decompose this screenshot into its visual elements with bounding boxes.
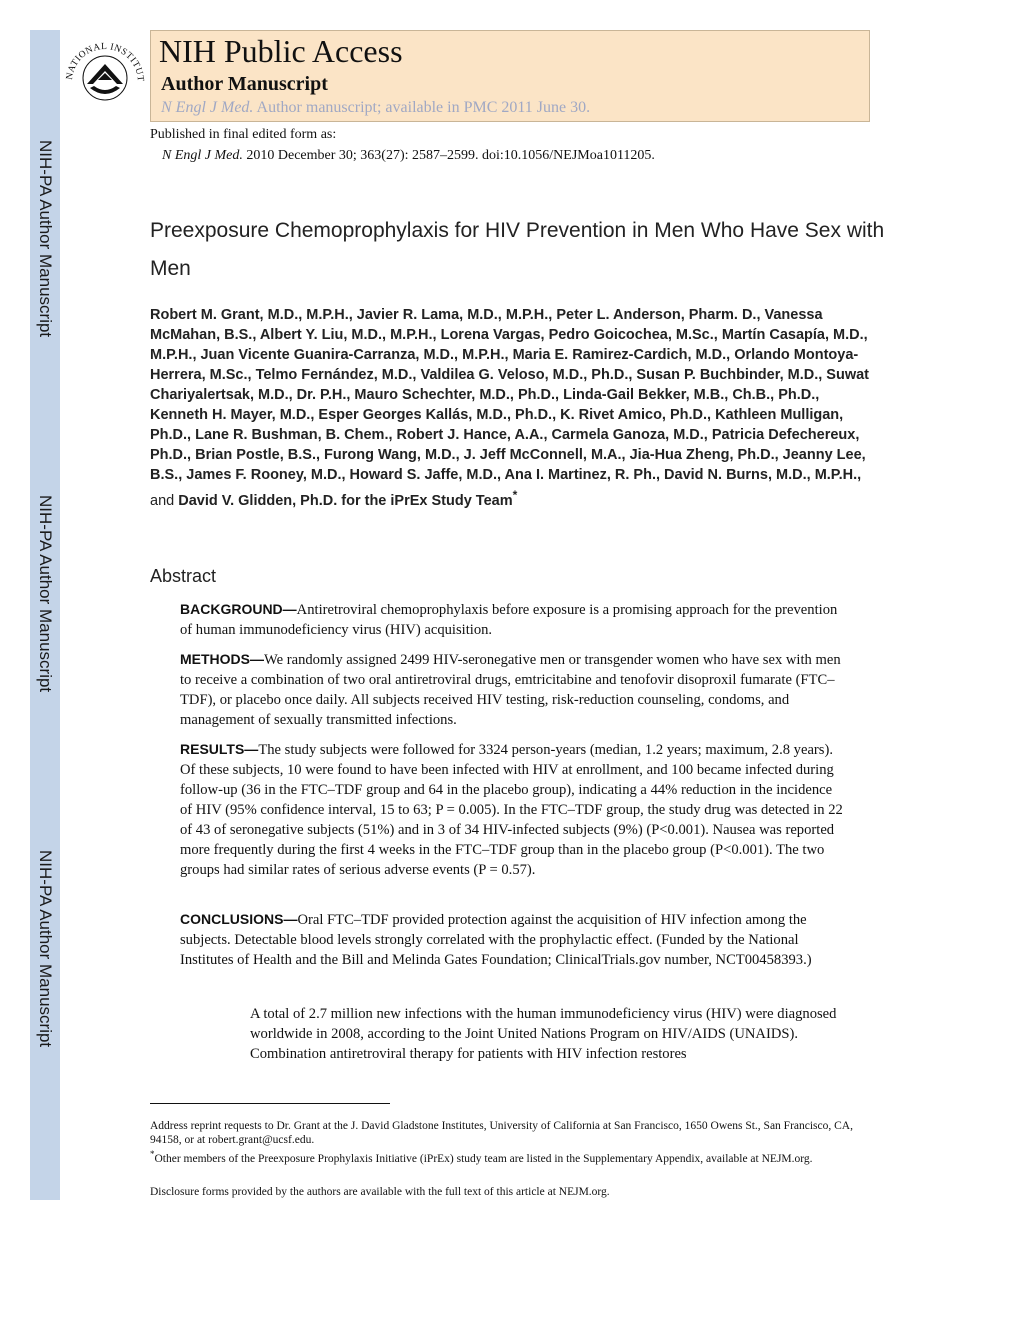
abstract-heading: Abstract [150, 566, 217, 586]
title-box [150, 30, 870, 122]
footnote-divider [150, 1103, 390, 1104]
nih-logo [60, 30, 150, 122]
nih-logo-icon [60, 30, 150, 122]
body-paragraph: A total of 2.7 million new infections with the human immunodeficiency virus (HIV) were diagnosed worldwide in 2008, according to the Joint United Nations Program on HIV/AIDS (UNAIDS). Combination antiretroviral therapy for patients with HIV infection restores [250, 1006, 837, 1062]
footnote-disclosure: Disclosure forms provided by the authors are available with the full text of this article at NEJM.org. [150, 1186, 610, 1198]
published-label: Published in final edited form as: [150, 127, 337, 142]
nih-public-access-title: NIH Public Access [159, 33, 403, 69]
availability-line: N Engl J Med. Author manuscript; available in PMC 2011 June 30. [161, 99, 591, 116]
footnote-reprint: Address reprint requests to Dr. Grant at the J. David Gladstone Institutes, University of California at San Francisco, 1650 Owens St., San Francisco, CA, 94158, or at robert.grant@ucsf.edu. [150, 1120, 853, 1146]
abstract-background: BACKGROUND—Antiretroviral chemoprophylaxis before exposure is a promising approach for the prevention of human immunodeficiency virus (HIV) acquisition. [180, 601, 838, 638]
abstract-methods: METHODS—We randomly assigned 2499 HIV-seronegative men or transgender women who have sex with men to receive a combination of two oral antiretroviral drugs, emtricitabine and tenofovir disoproxil fumarate (FTC–TDF), or placebo once daily. All subjects received HIV testing, risk-reduction counseling, condoms, and management of sexually transmitted infections. [180, 651, 841, 728]
article-title: Preexposure Chemoprophylaxis for HIV Prevention in Men Who Have Sex with Men [150, 219, 885, 280]
citation-line: N Engl J Med. 2010 December 30; 363(27): 2587–2599. doi:10.1056/NEJMoa1011205. [162, 148, 655, 163]
author-manuscript-label: Author Manuscript [161, 73, 328, 95]
sidebar-label: NIH-PA Author Manuscript [36, 495, 55, 693]
author-list: Robert M. Grant, M.D., M.P.H., Javier R. Lama, M.D., M.P.H., Peter L. Anderson, Pharm. D., Vanessa McMahan, B.S., Albert Y. Liu, M.D., M.P.H., Lorena Vargas, Pedro Goicochea, M.Sc., Martín Casapía, M.D., M.P.H., Juan Vicente Guanira-Carranza, M.D., M.P.H., Maria E. Ramirez-Cardich, M.D., Orlando Montoya-Herrera, M.Sc., Telmo Fernández, M.D., Valdilea G. Veloso, M.D., Ph.D., Susan P. Buchbinder, M.D., Suwat Chariyalertsak, M.D., Dr. P.H., Mauro Schechter, M.D., Ph.D., Linda-Gail Bekker, M.B., Ch.B., Ph.D., Kenneth H. Mayer, M.D., Esper Georges Kallás, M.D., Ph.D., K. Rivet Amico, Ph.D., Kathleen Mulligan, Ph.D., Lane R. Bushman, B. Chem., Robert J. Hance, A.A., Carmela Ganoza, M.D., Patricia Defechereux, Ph.D., Brian Postle, B.S., Furong Wang, M.D., J. Jeff McConnell, M.A., Jia-Hua Zheng, Ph.D., Jeanny Lee, B.S., James F. Rooney, M.D., Howard S. Jaffe, M.D., Ana I. Martinez, R. Ph., David N. Burns, M.D., M.P.H., and David V. Glidden, Ph.D. for the iPrEx Study Team* [150, 307, 869, 509]
abstract-results: RESULTS—The study subjects were followed for 3324 person-years (median, 1.2 years; maximum, 2.8 years). Of these subjects, 10 were found to have been infected with HIV at enrollment, and 100 became infected during follow-up (36 in the FTC–TDF group and 64 in the placebo group), indicating a 44% reduction in the incidence of HIV (95% confidence interval, 15 to 63; P = 0.005). In the FTC–TDF group, the study drug was detected in 22 of 43 of seronegative subjects (51%) and in 3 of 34 HIV-infected subjects (9%) (P<0.001). Nausea was reported more frequently during the first 4 weeks in the FTC–TDF group than in the placebo group (P<0.001). The two groups had similar rates of serious adverse events (P = 0.57). [180, 741, 843, 878]
header [60, 30, 870, 122]
footnote-members: *Other members of the Preexposure Prophylaxis Initiative (iPrEx) study team are listed in the Supplementary Appendix, available at NEJM.org. [150, 1149, 813, 1165]
logo-text: NATIONAL INSTITUT [64, 41, 146, 83]
sidebar-label: NIH-PA Author Manuscript [36, 140, 55, 338]
sidebar-label: NIH-PA Author Manuscript [36, 850, 55, 1048]
abstract-conclusions: CONCLUSIONS—Oral FTC–TDF provided protection against the acquisition of HIV infection among the subjects. Detectable blood levels strongly correlated with the prophylactic effect. (Funded by the National Institutes of Health and the Bill and Melinda Gates Foundation; ClinicalTrials.gov number, NCT00458393.) [180, 911, 812, 968]
